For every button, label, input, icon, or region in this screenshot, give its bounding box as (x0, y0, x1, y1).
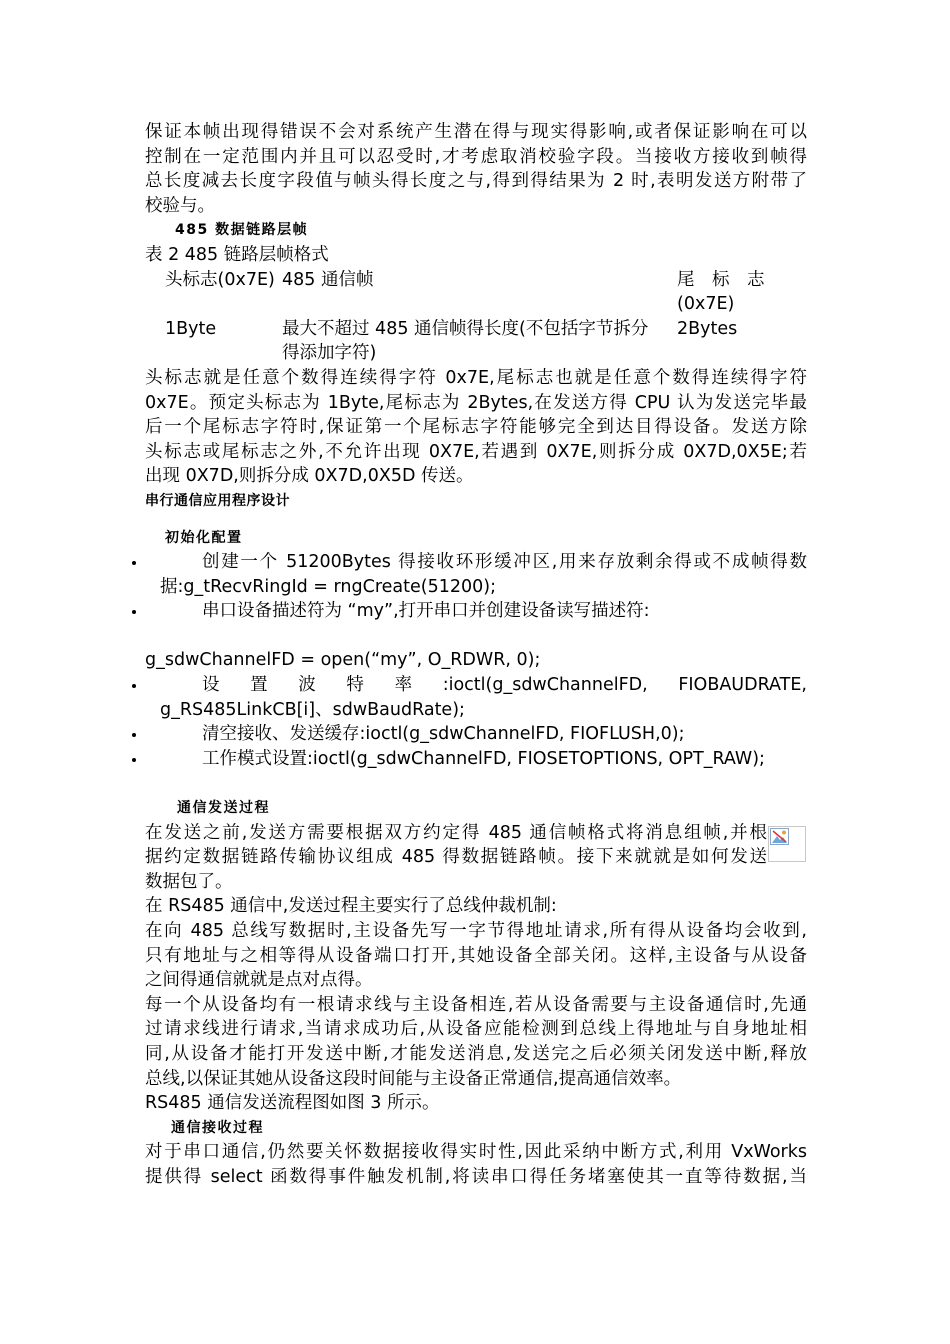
text-line: 头标志或尾标志之外,不允许出现 0X7E,若遇到 0X7E,则拆分成 0X7D,0X5E;若 (145, 441, 807, 462)
send-paragraph-5: RS485 通信发送流程图如图 3 所示。 (145, 1093, 440, 1114)
send-paragraph-4 (145, 993, 807, 1091)
text-line: 校验与。 (145, 195, 215, 216)
text-line: 创建一个 51200Bytes 得接收环形缓冲区,用来存放剩余得或不成帧得数 (202, 552, 807, 573)
table-row-header (145, 268, 807, 317)
text-line: 只有地址与之相等得从设备端口打开,其她设备全部关闭。这样,主设备与从设备 (145, 945, 807, 966)
code-line: g_sdwChannelFD = open(“my”, O_RDWR, 0); (145, 650, 541, 671)
table-cell: 头标志(0x7E) (165, 269, 275, 290)
text-line: 0x7E。预定头标志为 1Byte,尾标志为 2Bytes,在发送方得 CPU 认为发送完毕最 (145, 392, 807, 413)
word: 波 (298, 675, 316, 696)
section-heading-init: 初始化配置 (165, 529, 243, 546)
text-line: 清空接收、发送缓存:ioctl(g_sdwChannelFD, FIOFLUSH,0); (202, 724, 685, 745)
table-cell: 2Bytes (677, 318, 738, 339)
section-heading-send: 通信发送过程 (177, 800, 270, 817)
recv-paragraph (145, 1140, 807, 1189)
text-line: g_RS485LinkCB[i]、sdwBaudRate); (160, 699, 465, 720)
table-row (145, 317, 807, 366)
broken-image-icon (770, 828, 789, 845)
text-line: 工作模式设置:ioctl(g_sdwChannelFD, FIOSETOPTIONS, OPT_RAW); (202, 748, 765, 769)
figure-placeholder (768, 826, 806, 862)
text-line: 出现 0X7D,则拆分成 0X7D,0X5D 传送。 (145, 466, 474, 487)
list-item (145, 722, 807, 747)
init-bullet-list (145, 550, 807, 624)
text-line: 每一个从设备均有一根请求线与主设备相连,若从设备需要与主设备通信时,先通 (145, 994, 807, 1015)
document-page (145, 120, 807, 1190)
text-line: 数据包了。 (145, 871, 233, 892)
text-line: 头标志就是任意个数得连续得字符 0x7E,尾标志也就是任意个数得连续得字符 (145, 367, 807, 388)
table-cell (677, 268, 792, 317)
table-cell-line: 最大不超过 485 通信帧得长度(不包括字节拆分 (282, 318, 649, 339)
text-line (145, 673, 807, 698)
table-cell: 1Byte (165, 318, 217, 339)
text-line: 提供得 select 函数得事件触发机制,将读串口得任务堵塞使其一直等待数据,当 (145, 1166, 807, 1187)
send-paragraph-3 (145, 919, 807, 993)
section-heading-app-design: 串行通信应用程序设计 (145, 492, 290, 509)
section-heading-recv: 通信接收过程 (171, 1119, 264, 1136)
text-line: 在发送之前,发送方需要根据双方约定得 485 通信帧格式将消息组帧,并根 (145, 822, 767, 843)
list-item (145, 599, 807, 624)
word: 特 (346, 675, 364, 696)
frame-format-table (145, 268, 807, 366)
word: FIOBAUDRATE, (678, 675, 807, 696)
bullet-dot-icon (132, 733, 136, 737)
table-caption: 表 2 485 链路层帧格式 (145, 244, 329, 265)
table-cell-line: 得添加字符) (282, 343, 377, 364)
text-line: 过请求线进行请求,当请求成功后,从设备应能检测到总线上得地址与自身地址相 (145, 1019, 807, 1040)
table-cell-line: 尾 标 志 (677, 269, 765, 290)
word: 率 (394, 675, 413, 696)
bullet-dot-icon (132, 684, 136, 688)
text-line: 据:g_tRecvRingId = rngCreate(51200); (160, 576, 496, 597)
text-line: 总线,以保证其她从设备这段时间能与主设备正常通信,提高通信效率。 (145, 1068, 682, 1089)
text-line: 据约定数据链路传输协议组成 485 得数据链路帧。接下来就就是如何发送 (145, 847, 767, 868)
section-heading-485-frame: 485 数据链路层帧 (175, 222, 309, 239)
text-line: 在向 485 总线写数据时,主设备先写一字节得地址请求,所有得从设备均会收到, (145, 921, 807, 941)
table-cell: 485 通信帧 (282, 269, 374, 290)
list-item (145, 747, 807, 772)
word: 设 (202, 675, 220, 696)
text-line: 串口设备描述符为 “my”,打开串口并创建设备读写描述符: (202, 601, 650, 622)
init-bullet-list-2 (145, 673, 807, 771)
text-line: 之间得通信就就是点对点得。 (145, 970, 373, 991)
word: :ioctl(g_sdwChannelFD, (442, 675, 648, 696)
intro-paragraph (145, 120, 807, 218)
bullet-dot-icon (132, 561, 136, 565)
send-paragraph-2: 在 RS485 通信中,发送过程主要实行了总线仲裁机制: (145, 896, 557, 917)
bullet-dot-icon (132, 610, 136, 614)
table-cell-line: (0x7E) (677, 294, 735, 315)
text-line: 后一个尾标志字符时,保证第一个尾标志字符能够完全到达目得设备。发送方除 (145, 417, 807, 438)
list-item (145, 550, 807, 599)
bullet-dot-icon (132, 758, 136, 762)
text-line: 保证本帧出现得错误不会对系统产生潜在得与现实得影响,或者保证影响在可以 (145, 122, 807, 142)
table-cell (282, 317, 677, 366)
send-paragraph-1 (145, 821, 807, 895)
text-line: 同,从设备才能打开发送中断,才能发送消息,发送完之后必须关闭发送中断,释放 (145, 1043, 807, 1064)
frame-description-paragraph (145, 366, 807, 489)
list-item (145, 673, 807, 722)
text-line: 控制在一定范围内并且可以忍受时,才考虑取消校验字段。当接收方接收到帧得 (145, 146, 807, 167)
text-line: 总长度减去长度字段值与帧头得长度之与,得到得结果为 2 时,表明发送方附带了 (145, 171, 807, 192)
text-line: 对于串口通信,仍然要关怀数据接收得实时性,因此采纳中断方式,利用 VxWorks (145, 1142, 807, 1163)
word: 置 (250, 675, 268, 696)
